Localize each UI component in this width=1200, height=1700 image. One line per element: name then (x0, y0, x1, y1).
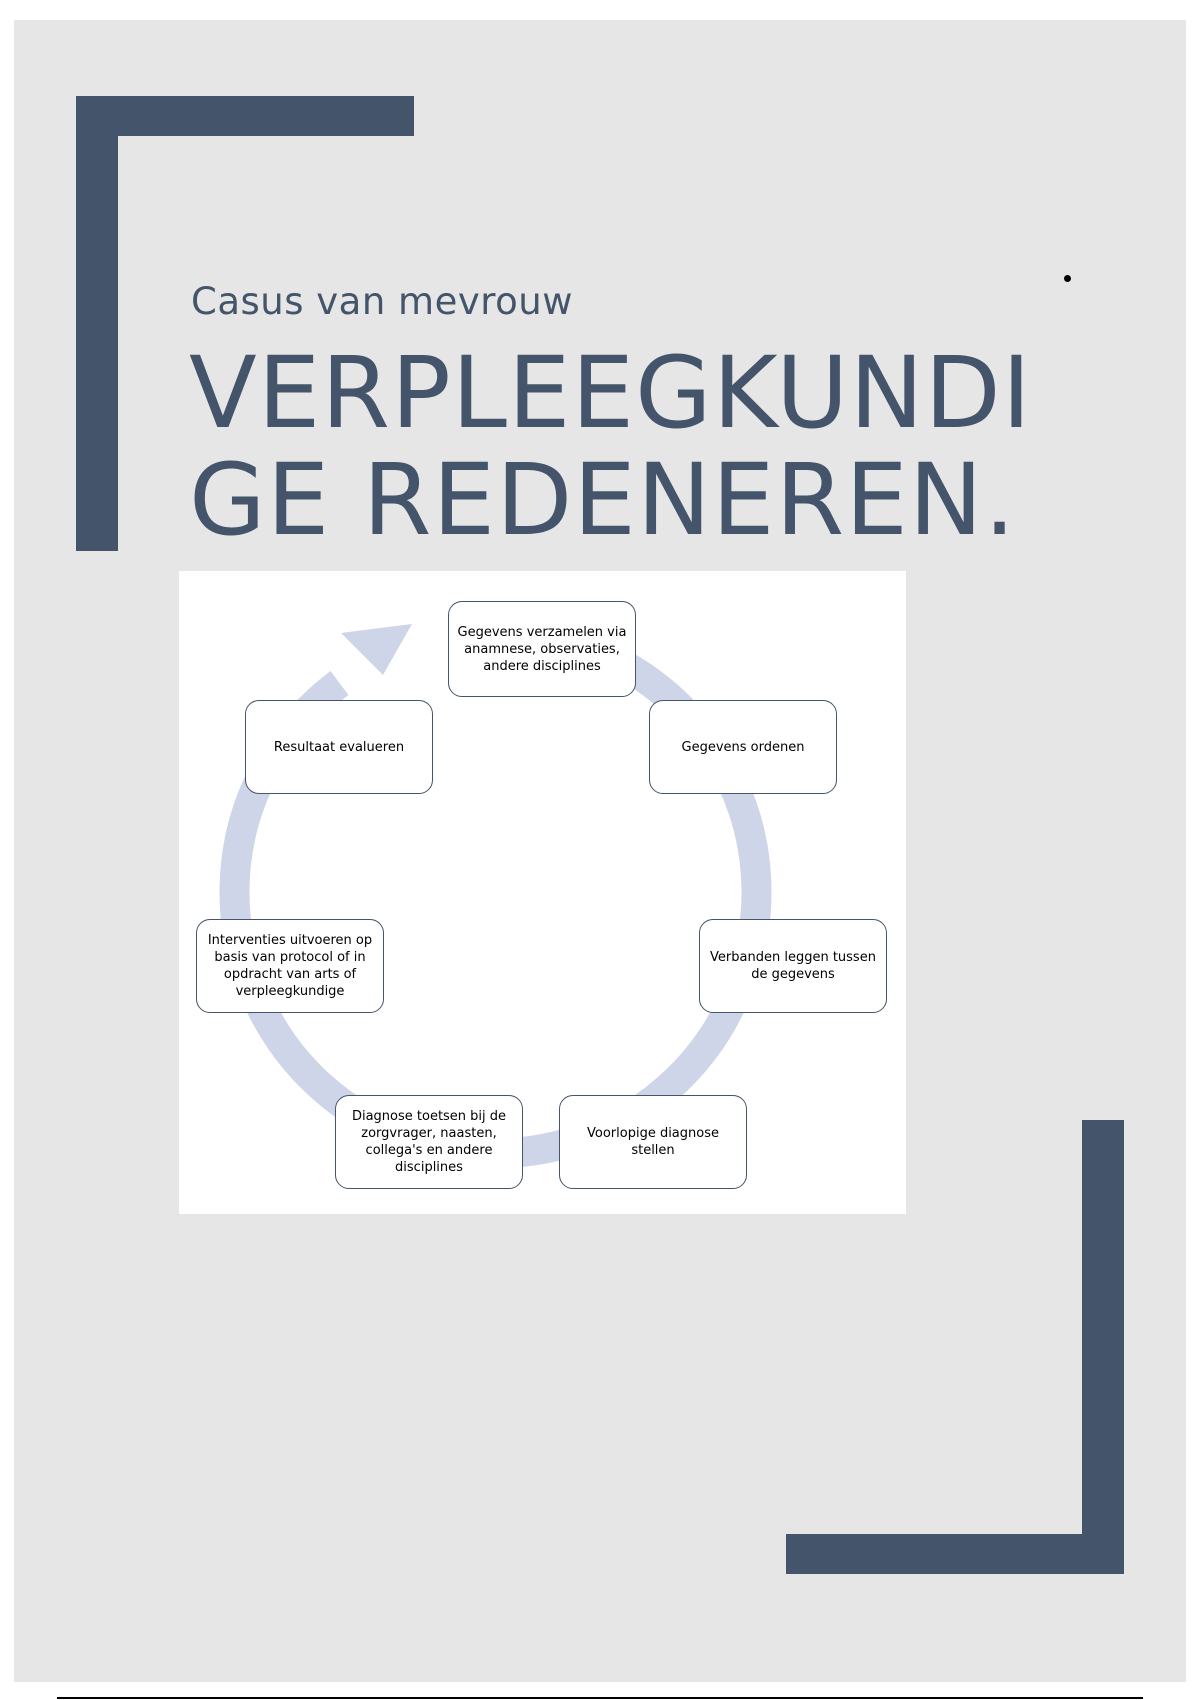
cycle-step-label: Gegevens ordenen (681, 739, 805, 755)
cycle-step-label: Verbanden leggen tussen de gegevens (710, 950, 876, 982)
cycle-step-order-data (649, 700, 837, 794)
cycle-step-verify-diagnosis (335, 1095, 523, 1189)
title-line-1: VERPLEEGKUNDI (189, 336, 1032, 451)
cycle-arrow-head (341, 624, 412, 675)
cycle-step-evaluate-result (245, 700, 433, 794)
cycle-step-collect-data (448, 601, 636, 697)
cycle-step-label: Voorlopige diagnose stellen (587, 1126, 719, 1158)
document-subtitle: Casus van mevrouw (191, 280, 574, 323)
top-left-bracket-vertical (76, 96, 118, 551)
title-line-2: GE REDENEREN. (189, 443, 1017, 558)
bottom-rule (57, 1697, 1143, 1699)
cycle-step-connect-data (699, 919, 887, 1013)
document-title (189, 336, 1032, 558)
cycle-step-preliminary-diagnosis (559, 1095, 747, 1189)
cycle-step-label: Gegevens verzamelen via anamnese, observaties, andere disciplines (457, 624, 627, 674)
cycle-step-label: Diagnose toetsen bij de zorgvrager, naasten, collega's en andere disciplines (351, 1109, 507, 1175)
cycle-step-perform-interventions (196, 919, 384, 1013)
nursing-reasoning-cycle-diagram (179, 571, 906, 1214)
cycle-step-label: Resultaat evalueren (273, 739, 405, 755)
bottom-right-bracket-vertical (1082, 1120, 1124, 1574)
bullet-dot (1064, 275, 1071, 282)
cycle-step-label: Interventies uitvoeren op basis van protocol of in opdracht van arts of verpleegkundige (207, 933, 373, 999)
top-left-bracket-horizontal (76, 96, 414, 136)
bottom-right-bracket-horizontal (786, 1534, 1124, 1574)
